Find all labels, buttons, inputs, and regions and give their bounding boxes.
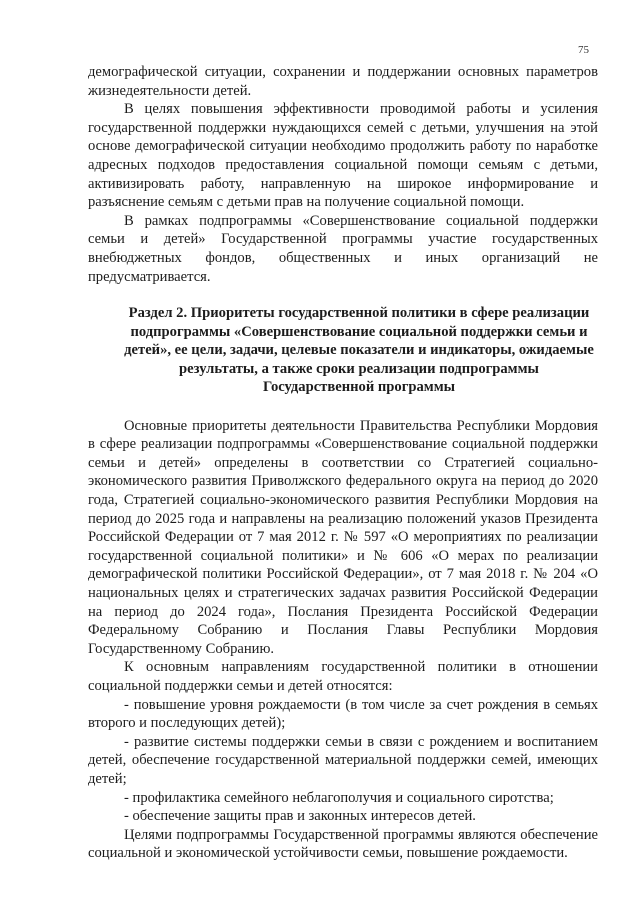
paragraph-funds: В рамках подпрограммы «Совершенствование социальной поддержки семьи и детей» Государственной программы участие государственных внебюджетных фондов, общественных и иных организаций не предусматривается. — [88, 212, 598, 285]
list-item-prevention: - профилактика семейного неблагополучия и социального сиротства; — [124, 789, 554, 806]
list-item-family-support: - развитие системы поддержки семьи в связи с рождением и воспитанием детей, обеспечение государственной материальной поддержки семей, имеющих детей; — [88, 733, 598, 787]
spacer — [88, 397, 598, 417]
page-number: 75 — [578, 44, 589, 56]
paragraph-efficiency: В целях повышения эффективности проводимой работы и усиления государственной поддержки нуждающихся семей с детьми, улучшения на этой основе демографической ситуации необходимо продолжить работу по наработке адресных подходов предоставления социальной помощи семьям с детьми, активизировать работу, направленную на широкое информирование и разъяснение семьям с детьми прав на получение социальной помощи. — [88, 101, 598, 211]
paragraph-directions: К основным направлениям государственной политики в отношении социальной поддержки семьи и детей относятся: — [88, 659, 598, 694]
paragraph-priorities: Основные приоритеты деятельности Правительства Республики Мордовия в сфере реализации подпрограммы «Совершенствование социальной поддержки семьи и детей» определены в соответствии со Стратегией социально-экономического развития Приволжского федерального округа на период до 2020 года, Стратегией социально-экономического развития Республики Мордовия на период до 2025 года и направлены на реализацию положений указов Президента Российской Федерации от 7 мая 2012 г. № 597 «О мероприятиях по реализации государственной социальной политики» и № 606 «О мерах по реализации демографической политики Российской Федерации», от 7 мая 2018 г. № 204 «О национальных целях и стратегических задачах развития Российской Федерации на период до 2024 года», Послания Президента Российской Федерации Федеральному Собранию и Послания Главы Республики Мордовия Государственному Собранию. — [88, 417, 598, 657]
list-item-child-rights: - обеспечение защиты прав и законных интересов детей. — [124, 808, 476, 825]
list-item-birthrate: - повышение уровня рождаемости (в том числе за счет рождения в семьях второго и последующих детей); — [88, 696, 598, 732]
paragraph-continuation: демографической ситуации, сохранении и поддержании основных параметров жизнедеятельности детей. — [88, 64, 598, 99]
document-body — [88, 63, 598, 863]
paragraph-goals: Целями подпрограммы Государственной программы являются обеспечение социальной и экономической устойчивости семьи, повышение рождаемости. — [88, 826, 598, 862]
section-heading: Раздел 2. Приоритеты государственной политики в сфере реализации подпрограммы «Совершенствование социальной поддержки семьи и детей», ее цели, задачи, целевые показатели и индикаторы, ожидаемые результаты, а также сроки реализации подпрограммы Государственной программы — [124, 305, 594, 396]
